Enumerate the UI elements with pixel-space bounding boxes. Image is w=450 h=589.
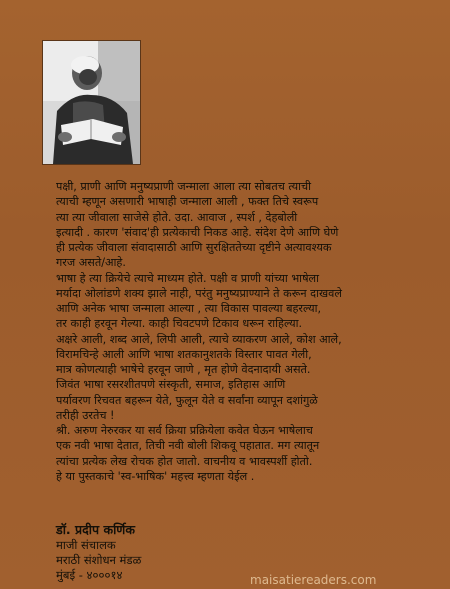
author-portrait xyxy=(42,40,141,165)
blurb-line: अक्षरे आली, शब्द आले, लिपी आली, त्याचे व्याकरण आले, कोश आले, xyxy=(56,332,342,346)
blurb-line: पक्षी, प्राणी आणि मनुष्यप्राणी जन्माला आला त्या सोबतच त्याची xyxy=(56,180,311,193)
blurb-line: विरामचिन्हे आली आणि भाषा शतकानुशतके विस्तार पावत गेली, xyxy=(56,347,312,361)
blurb-line: हे या पुस्तकाचे 'स्व-भाषिक' महत्त्व म्हणता येईल . xyxy=(56,469,255,483)
back-cover-blurb xyxy=(56,179,436,484)
signatory-organization: मराठी संशोधन मंडळ xyxy=(56,553,142,567)
blurb-line: आणि अनेक भाषा जन्माला आल्या , त्या विकास पावल्या बहरल्या, xyxy=(56,302,322,315)
blurb-line: इत्यादी . कारण 'संवाद'ही प्रत्येकाची निकड आहे. संदेश देणे आणि घेणे xyxy=(56,225,339,239)
blurb-line: भाषा हे त्या क्रियेचे त्याचे माध्यम होते. पक्षी व प्राणी यांच्या भाषेला xyxy=(56,271,320,285)
blurb-line: श्री. अरुण नेरुरकर या सर्व क्रिया प्रक्रियेला कवेत घेऊन भाषेलाच xyxy=(56,424,313,437)
blurb-line: मर्यादा ओलांडणे शक्य झाले नाही, परंतु मनुष्यप्राण्याने ते करून दाखवले xyxy=(56,286,342,300)
site-watermark: maisatiereaders.com xyxy=(250,573,377,587)
signatory-role: माजी संचालक xyxy=(56,538,116,552)
blurb-line: तरीही उरतेच ! xyxy=(56,408,115,422)
blurb-line: जिवंत भाषा रसरशीतपणे संस्कृती, समाज, इतिहास आणि xyxy=(56,378,286,392)
blurb-line: गरज असते/आहे. xyxy=(56,256,126,270)
blurb-line: एक नवी भाषा देतात, तिची नवी बोली शिकवू पहातात. मग त्यातून xyxy=(56,439,320,453)
blurb-line: त्या त्या जीवाला साजेसे होते. उदा. आवाज , स्पर्श , देहबोली xyxy=(56,210,298,224)
blurb-line: त्यांचा प्रत्येक लेख रोचक होत जातो. वाचनीय व भावस्पर्शी होतो. xyxy=(56,454,313,468)
signatory-name: डॉ. प्रदीप कर्णिक xyxy=(56,522,135,537)
blurb-line: मात्र कोणत्याही भाषेचे हरवून जाणे , मृत होणे वेदनादायी असते. xyxy=(56,363,311,376)
signatory-city: मुंबई - ४०००१४ xyxy=(56,568,123,582)
blurb-line: ही प्रत्येक जीवाला संवादासाठी आणि सुरक्षिततेच्या दृष्टीने अत्यावश्यक xyxy=(56,241,332,254)
portrait-image xyxy=(43,41,140,164)
blurb-line: त्याची म्हणून असणारी भाषाही जन्माला आली , फक्त तिचे स्वरूप xyxy=(56,195,319,209)
blurb-line: तर काही हरवून गेल्या. काही चिवटपणे टिकाव धरून राहिल्या. xyxy=(56,317,303,331)
blurb-line: पर्यावरण रिचवत बहरून येते, फुलून येते व सर्वांना व्यापून दशांगुळे xyxy=(56,393,318,407)
